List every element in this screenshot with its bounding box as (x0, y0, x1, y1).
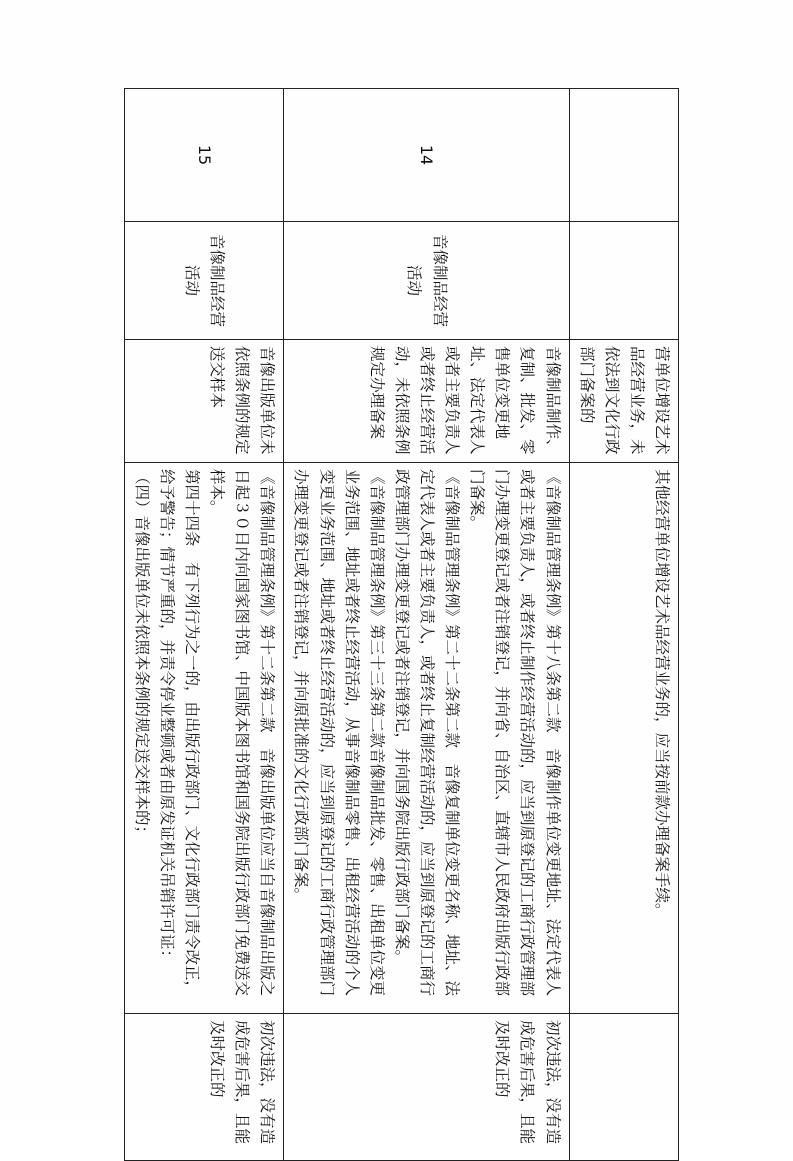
item-name: 音像制品经营活动 (284, 222, 569, 340)
legal-provision (124, 463, 284, 1014)
row-number: 14 (284, 89, 569, 222)
exemption-condition: 初次违法，没有造成危害后果，且能及时改正的 (124, 1014, 284, 1161)
violation-description: 营单位增设艺术品经营业务，未依法到文化行政部门备案的 (569, 340, 678, 463)
row-number: 15 (124, 89, 284, 222)
item-name (569, 222, 678, 340)
row-number (569, 89, 678, 222)
item-name: 音像制品经营活动 (124, 222, 284, 340)
legal-provision (284, 463, 569, 1014)
exemption-condition (569, 1014, 678, 1161)
penalty-table (124, 88, 679, 1161)
provision-paragraph: 《音像制品管理条例》第二十二条第二款 音像复制单位变更名称、地址、法定代表人或者主要负责人，或者终止复制经营活动的，应当到原登记的工商行政管理部门办理变更登记或者注销登记，并向国务院出版行政部门备案。 (392, 469, 462, 997)
provision-paragraph: （四）音像出版单位未依照本条例的规定送交样本的； (132, 469, 151, 842)
table-row (284, 89, 569, 1161)
exemption-condition: 初次违法，没有造成危害后果，且能及时改正的 (284, 1014, 569, 1161)
table-row (569, 89, 678, 1161)
violation-description: 音像制品制作、复制、批发、零售单位变更地址、法定代表人或者主要负责人或者终止经营活动，未依照条例规定办理备案 (284, 340, 569, 463)
legal-provision (569, 463, 678, 1014)
provision-paragraph: 《音像制品管理条例》第十二条第二款 音像出版单位应当自音像制品出版之日起３０日内向国家图书馆、中国版本图书馆和国务院出版行政部门免费送交样本。 (208, 469, 277, 997)
violation-description: 音像出版单位未依照条例的规定送交样本 (124, 340, 284, 463)
provision-paragraph: 其他经营单位增设艺术品经营业务的，应当按前款办理备案手续。 (653, 469, 671, 919)
provision-paragraph: 《音像制品管理条例》第三十三条第二款音像制品批发、零售、出租单位变更业务范围、地址或者终止经营活动，从事音像制品零售、出租经营活动的个人变更业务范围、地址或者终止经营活动的，应当到原登记的工商行政管理部门办理变更登记或者注销登记，并向原批准的文化行政部门备案。 (292, 469, 386, 997)
rotated-table-wrapper (132, 88, 679, 1145)
provision-paragraph: 《音像制品管理条例》第十八条第二款 音像制作单位变更地址、法定代表人或者主要负责人，或者终止制作经营活动的，应当到原登记的工商行政管理部门办理变更登记或者注销登记，并向省、自治区、直辖市人民政府出版行政部门备案。 (468, 469, 562, 997)
table-row (124, 89, 284, 1161)
provision-paragraph: 第四十四条 有下列行为之一的，由出版行政部门、文化行政部门责令改正，给予警告；情节严重的，并责令停业整顿或者由原发证机关吊销许可证： (157, 469, 202, 997)
